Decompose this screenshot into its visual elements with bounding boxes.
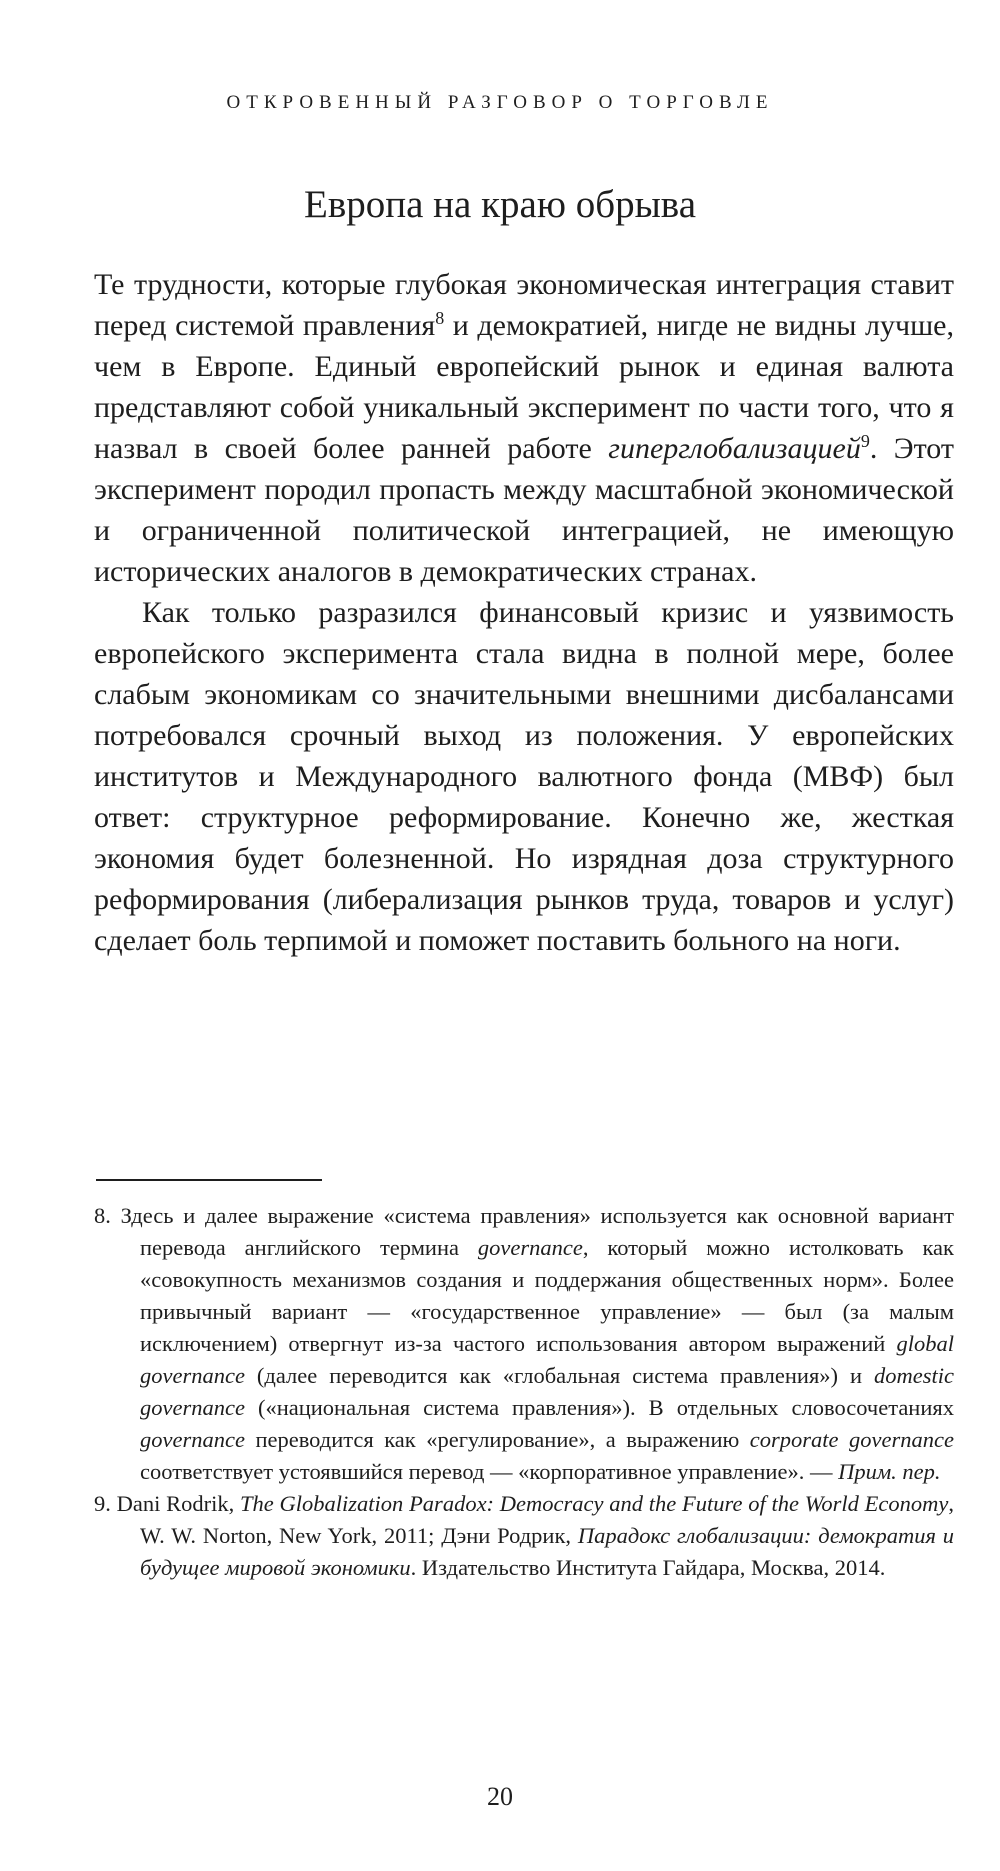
footnote-ref-8: 8	[435, 308, 445, 328]
footnote-8-number: 8.	[94, 1203, 121, 1228]
footnote-ref-9: 9	[860, 431, 870, 451]
footnote-8-text-6: соответствует устоявшийся перевод — «корпоративное управление». —	[140, 1459, 839, 1484]
footnote-8-italic-1: governance	[477, 1235, 583, 1260]
paragraph-1-part-2: и демократией, нигде не видны лучше, чем в Европе. Единый европейский рынок и единая валюта представляют собой уникальный эксперимент по части того, что я назвал в своей более ранней работе	[94, 309, 954, 465]
paragraph-1-italic-term: гиперглобализацией	[608, 432, 861, 465]
footnote-9-number: 9.	[94, 1491, 117, 1516]
section-title: Европа на краю обрыва	[304, 183, 696, 226]
footnote-8-italic-5: corporate governance	[749, 1427, 954, 1452]
paragraph-1-part-3: . Этот эксперимент породил пропасть между масштабной экономической и ограниченной политической интеграцией, не имеющую исторических аналогов в демократических странах.	[94, 432, 955, 588]
footnotes	[94, 1200, 954, 1584]
footnote-9	[94, 1488, 954, 1584]
footnote-9-italic-2: Парадокс глобализации: демократия и будущее мировой экономики	[140, 1523, 954, 1580]
footnote-9-text-2: , W. W. Norton, New York, 2011; Дэни Родрик,	[140, 1491, 954, 1548]
footnote-9-italic-1: The Globalization Paradox: Democracy and the Future of the World Economy	[240, 1491, 949, 1516]
footnote-8-text-2: , который можно истолковать как «совокупность механизмов создания и поддержания общественных норм». Более привычный вариант — «государственное управление» — был (за малым исключением) отвергнут из-за частого использования автором выражений	[140, 1235, 954, 1356]
paragraph-1-part-1: Те трудности, которые глубокая экономическая интеграция ставит перед системой правления	[94, 268, 954, 342]
footnote-8-italic-6: Прим. пер.	[838, 1459, 941, 1484]
footnote-8-text-4: («национальная система правления»). В отдельных словосочетаниях	[244, 1395, 954, 1420]
main-text	[94, 264, 954, 961]
footnote-8-italic-3: domestic governance	[140, 1363, 954, 1420]
footnote-8-text-5: переводится как «регулирование», а выражению	[244, 1427, 750, 1452]
running-header: ОТКРОВЕННЫЙ РАЗГОВОР О ТОРГОВЛЕ	[226, 92, 774, 113]
footnote-9-text-1: Dani Rodrik,	[116, 1491, 241, 1516]
footnote-divider	[96, 1179, 322, 1181]
footnote-8	[94, 1200, 954, 1488]
paragraph-2: Как только разразился финансовый кризис и уязвимость европейского эксперимента стала видна в полной мере, более слабым экономикам со значительными внешними дисбалансами потребовался срочный выход из положения. У европейских институтов и Международного валютного фонда (МВФ) был ответ: структурное реформирование. Конечно же, жесткая экономия будет болезненной. Но изрядная доза структурного реформирования (либерализация рынков труда, товаров и услуг) сделает боль терпимой и поможет поставить больного на ноги.	[94, 596, 954, 957]
footnote-8-text-3: (далее переводится как «глобальная система правления») и	[244, 1363, 875, 1388]
paragraph-1	[94, 264, 954, 592]
footnote-9-text-3: . Издательство Института Гайдара, Москва, 2014.	[410, 1555, 886, 1580]
page-number: 20	[487, 1782, 513, 1811]
footnote-8-italic-4: governance	[140, 1427, 245, 1452]
footnote-8-italic-2: global governance	[140, 1331, 954, 1388]
footnote-8-text-1: Здесь и далее выражение «система правления» используется как основной вариант перевода английского термина	[120, 1203, 954, 1260]
